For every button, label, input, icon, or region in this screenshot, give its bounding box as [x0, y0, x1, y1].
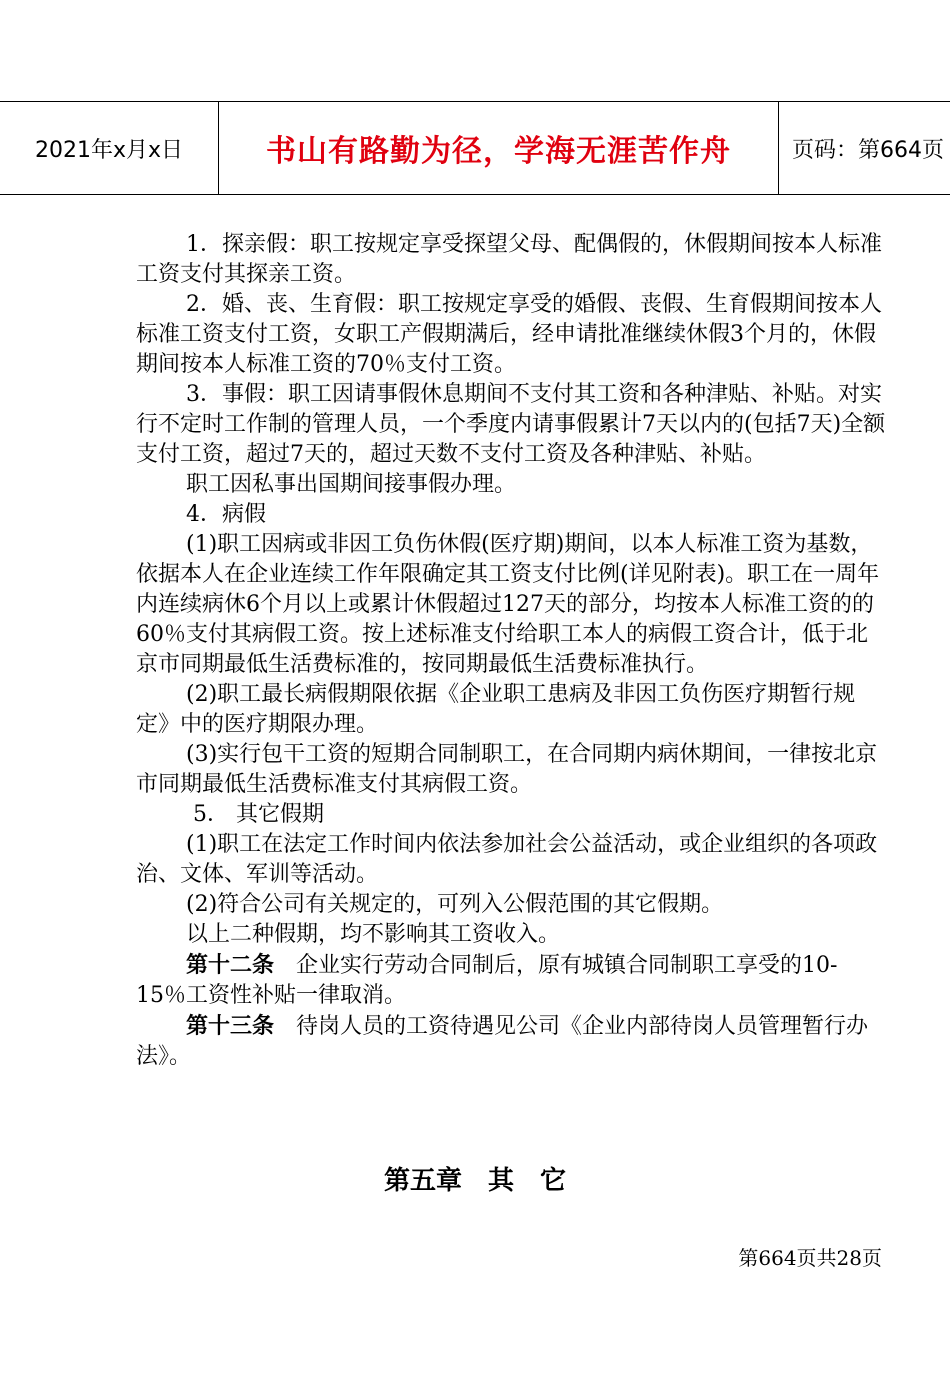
- paragraph-sick-leave-2: (2)职工最长病假期限依据《企业职工患病及非因工负伤医疗期暂行规定》中的医疗期限办理。: [136, 682, 856, 737]
- page-header: [0, 101, 950, 195]
- article-13: 第十三条 待岗人员的工资待遇见公司《企业内部待岗人员管理暂行办法》。: [136, 1013, 869, 1069]
- paragraph-marriage-leave: 2．婚、丧、生育假：职工按规定享受的婚假、丧假、生育假期间按本人标准工资支付工资，女职工产假期满后，经申请批准继续休假3个月的，休假期间按本人标准工资的70％支付工资。: [136, 292, 882, 377]
- document-body: [136, 230, 886, 1072]
- paragraph-other-leave-2: (2)符合公司有关规定的，可列入公假范围的其它假期。: [186, 892, 724, 917]
- article-12-label: 第十二条: [186, 952, 275, 978]
- paragraph-other-leave-1: (1)职工在法定工作时间内依法参加社会公益活动，或企业组织的各项政治、文体、军训等活动。: [136, 832, 878, 887]
- paragraph-sick-leave-1: (1)职工因病或非因工负伤休假(医疗期)期间，以本人标准工资为基数，依据本人在企业连续工作年限确定其工资支付比例(详见附表)。职工在一周年内连续病休6个月以上或累计休假超过127天的部分，均按本人标准工资的的60％支付其病假工资。按上述标准支付给职工本人的病假工资合计，低于北京市同期最低生活费标准的，按同期最低生活费标准执行。: [136, 532, 880, 677]
- paragraph-other-leave-heading: 5． 其它假期: [186, 802, 324, 827]
- header-date: 2021年x月x日: [0, 102, 219, 194]
- paragraph-sick-leave-3: (3)实行包干工资的短期合同制职工，在合同期内病休期间，一律按北京市同期最低生活费标准支付其病假工资。: [136, 742, 878, 797]
- paragraph-abroad-leave: 职工因私事出国期间接事假办理。: [186, 472, 517, 497]
- article-13-label: 第十三条: [186, 1013, 275, 1039]
- paragraph-sick-leave-heading: 4．病假: [186, 502, 266, 527]
- chapter-title: 第五章 其 它: [383, 1166, 566, 1196]
- paragraph-personal-leave: 3．事假：职工因请事假休息期间不支付其工资和各种津贴、补贴。对实行不定时工作制的管理人员，一个季度内请事假累计7天以内的(包括7天)全额支付工资，超过7天的，超过天数不支付工资及各种津贴、补贴。: [136, 382, 886, 467]
- header-page-number: 页码：第664页: [792, 137, 944, 163]
- page-footer: 第664页共28页: [738, 1246, 882, 1270]
- paragraph-home-leave: 1．探亲假：职工按规定享受探望父母、配偶假的，休假期间按本人标准工资支付其探亲工资。: [136, 232, 882, 287]
- article-12: 第十二条 企业实行劳动合同制后，原有城镇合同制职工享受的10-15％工资性补贴一律取消。: [136, 952, 838, 1008]
- paragraph-other-leave-note: 以上二种假期，均不影响其工资收入。: [186, 922, 561, 947]
- header-motto: 书山有路勤为径，学海无涯苦作舟: [219, 102, 779, 194]
